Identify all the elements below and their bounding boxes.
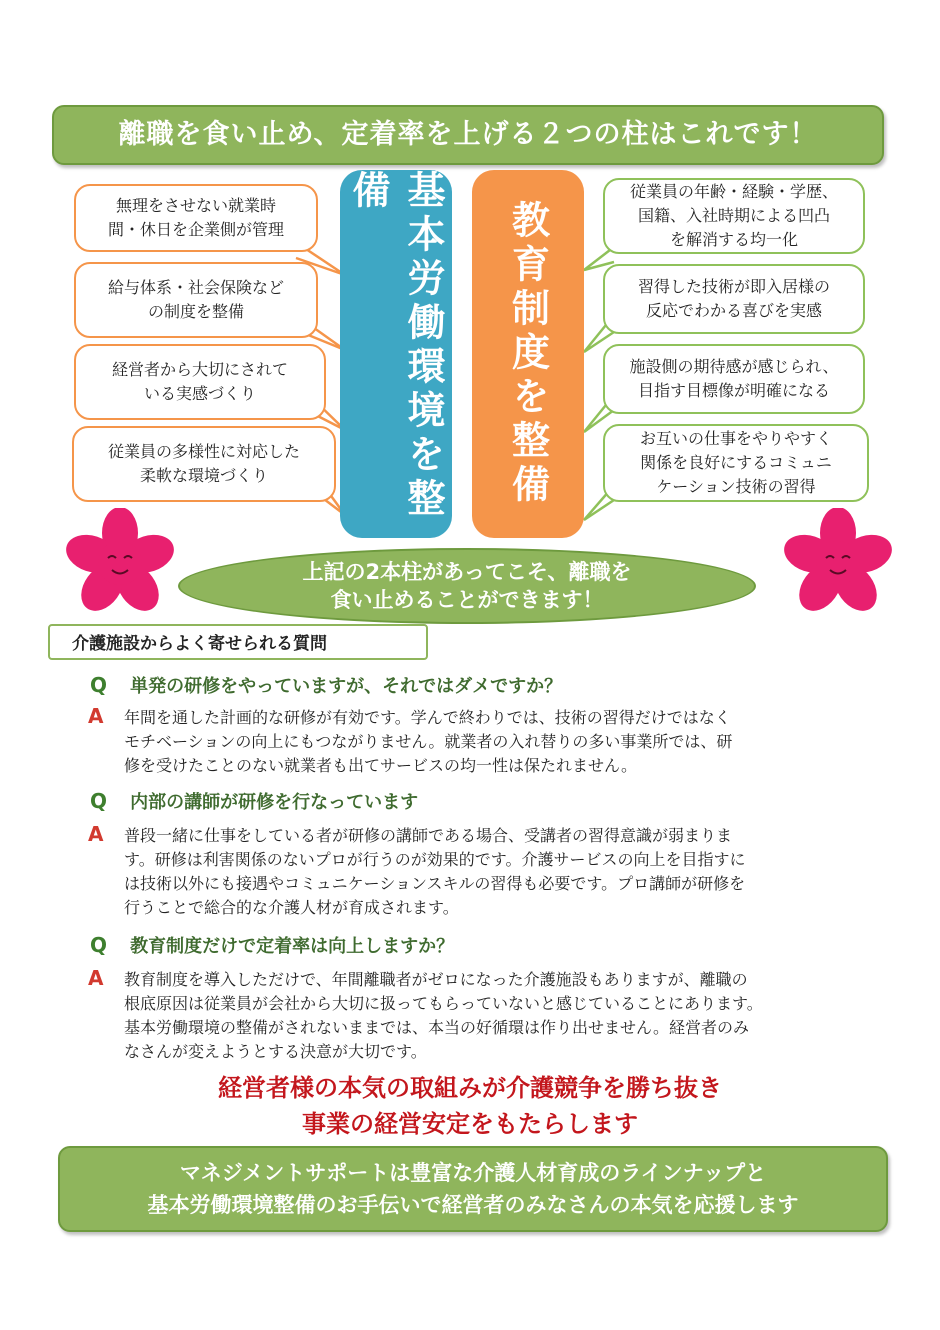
faq-answer-3: 教育制度を導入しただけで、年間離職者がゼロになった介護施設もありますが、離職の 根底原因は従業員が会社から大切に扱ってもらっていないと感じていることにあります。 基本労働環境の整備がされないままでは、本当の好循環は作り出せません。経営者のみ なさんが変えようとする決意が大切です。 xyxy=(124,970,763,1061)
closing-line-1: 経営者様の本気の取組みが介護競争を勝ち抜き xyxy=(218,1074,722,1102)
faq-answer-1: 年間を通した計画的な研修が有効です。学んで終わりでは、技術の習得だけではなく モチベーションの向上にもつながりません。就業者の入れ替りの多い事業所では、研 修を受けたことのない就業者も出てサービスの均一性は保たれません。 xyxy=(124,708,733,775)
a-label: A xyxy=(88,966,104,990)
right-bubble-2: 習得した技術が即入居様の 反応でわかる喜びを実感 xyxy=(603,264,865,334)
faq-question-1: Q 単発の研修をやっていますが、それではダメですか？ xyxy=(90,673,563,697)
bottom-banner: マネジメントサポートは豊富な介護人材育成のラインナップと 基本労働環境整備のお手伝いで経営者のみなさんの本気を応援します xyxy=(58,1146,888,1232)
flower-icon-right xyxy=(778,508,898,618)
a-label: A xyxy=(88,822,104,846)
summary-ellipse: 上記の2本柱があってこそ、離職を 食い止めることができます！ xyxy=(178,548,756,624)
faq-title: 介護施設からよく寄せられる質問 xyxy=(48,624,428,660)
left-bubble-2: 給与体系・社会保険など の制度を整備 xyxy=(74,262,318,338)
a-label: A xyxy=(88,704,104,728)
right-bubble-4: お互いの仕事をやりやすく 関係を良好にするコミュニ ケーション技術の習得 xyxy=(603,424,869,502)
flower-icon-left xyxy=(60,508,180,618)
left-bubble-4: 従業員の多様性に対応した 柔軟な環境づくり xyxy=(72,426,336,502)
q-label: Q xyxy=(90,673,108,697)
pillar-education-system xyxy=(472,170,584,538)
faq-question-3: Q 教育制度だけで定着率は向上しますか？ xyxy=(90,933,455,957)
right-bubble-3: 施設側の期待感が感じられ、 目指す目標像が明確になる xyxy=(603,344,865,414)
right-bubble-1: 従業員の年齢・経験・学歴、 国籍、入社時期による凹凸 を解消する均一化 xyxy=(603,178,865,254)
left-bubble-1: 無理をさせない就業時 間・休日を企業側が管理 xyxy=(74,184,318,252)
faq-question-2: Q 内部の講師が研修を行なっています xyxy=(90,789,419,813)
top-banner-text: 離職を食い止め、定着率を上げる２つの柱はこれです！ xyxy=(118,119,818,150)
pillar-basic-work-environment xyxy=(340,170,452,538)
left-bubble-3: 経営者から大切にされて いる実感づくり xyxy=(74,344,326,420)
pillar-left-text: 基本労働環境を整備 xyxy=(346,170,445,522)
faq-answer-2: 普段一緒に仕事をしている者が研修の講師である場合、受講者の習得意識が弱まりま す。研修は利害関係のないプロが行うのが効果的です。介護サービスの向上を目指すに は技術以外にも接遇やコミュニケーションスキルの習得も必要です。プロ講師が研修を 行うことで総合的な介護人材が育成されます。 xyxy=(124,826,746,917)
closing-line-2: 事業の経営安定をもたらします xyxy=(302,1110,638,1138)
pillar-right-text: 教育制度を整備 xyxy=(505,200,550,508)
